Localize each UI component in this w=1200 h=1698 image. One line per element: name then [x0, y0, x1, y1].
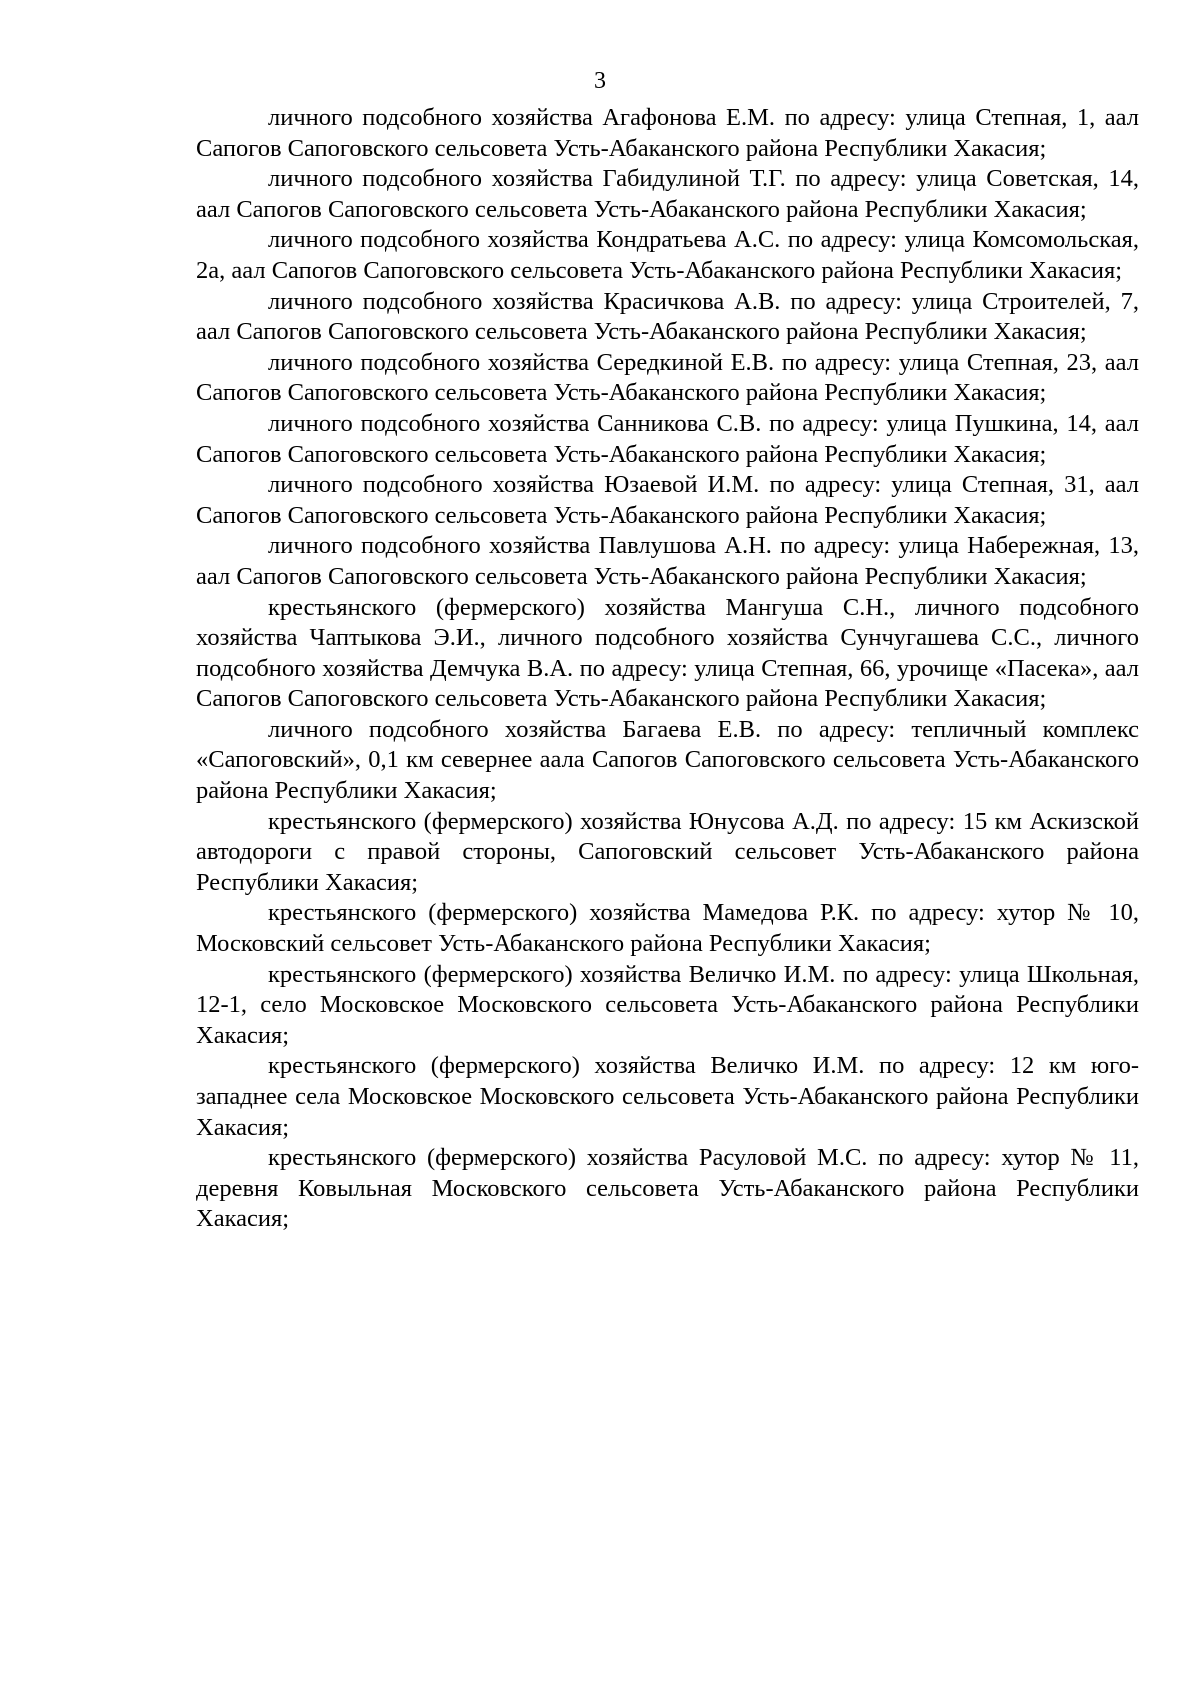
paragraph: крестьянского (фермерского) хозяйства Мамедова Р.К. по адресу: хутор № 10, Московский сельсовет Усть-Абаканского района Республики Хакасия;	[196, 899, 1139, 958]
paragraph: личного подсобного хозяйства Санникова С.В. по адресу: улица Пушкина, 14, аал Сапогов Сапоговского сельсовета Усть-Абаканского района Республики Хакасия;	[196, 409, 1139, 468]
paragraph: личного подсобного хозяйства Середкиной Е.В. по адресу: улица Степная, 23, аал Сапогов Сапоговского сельсовета Усть-Абаканского района Республики Хакасия;	[196, 348, 1139, 407]
paragraph: личного подсобного хозяйства Юзаевой И.М. по адресу: улица Степная, 31, аал Сапогов Сапоговского сельсовета Усть-Абаканского района Республики Хакасия;	[196, 471, 1139, 529]
paragraph: крестьянского (фермерского) хозяйства Величко И.М. по адресу: улица Школьная, 12-1, село Московское Московского сельсовета Усть-Абаканского района Республики Хакасия;	[196, 960, 1139, 1049]
paragraph: крестьянского (фермерского) хозяйства Мангуша С.Н., личного подсобного хозяйства Чаптыкова Э.И., личного подсобного хозяйства Сунчугашева С.С., личного подсобного хозяйства Демчука В.А. по адресу: улица Степная, 66, урочище «Пасека», аал Сапогов Сапоговского сельсовета Усть-Абаканского района Республики Хакасия;	[196, 593, 1139, 713]
paragraph: личного подсобного хозяйства Павлушова А.Н. по адресу: улица Набережная, 13, аал Сапогов Сапоговского сельсовета Усть-Абаканского района Республики Хакасия;	[196, 532, 1139, 590]
page-number: 3	[594, 68, 606, 94]
paragraph: личного подсобного хозяйства Красичкова А.В. по адресу: улица Строителей, 7, аал Сапогов Сапоговского сельсовета Усть-Абаканского района Республики Хакасия;	[196, 287, 1139, 346]
paragraph: крестьянского (фермерского) хозяйства Расуловой М.С. по адресу: хутор № 11, деревня Ковыльная Московского сельсовета Усть-Абаканского района Республики Хакасия;	[196, 1144, 1139, 1233]
paragraph: личного подсобного хозяйства Багаева Е.В. по адресу: тепличный комплекс «Сапоговский», 0,1 км севернее аала Сапогов Сапоговского сельсовета Усть-Абаканского района Республики Хакасия;	[196, 715, 1139, 805]
paragraph: крестьянского (фермерского) хозяйства Величко И.М. по адресу: 12 км юго-западнее села Московское Московского сельсовета Усть-Абаканского района Республики Хакасия;	[196, 1052, 1139, 1141]
paragraph: крестьянского (фермерского) хозяйства Юнусова А.Д. по адресу: 15 км Аскизской автодороги с правой стороны, Сапоговский сельсовет Усть-Абаканского района Республики Хакасия;	[196, 807, 1139, 896]
paragraph: личного подсобного хозяйства Агафонова Е.М. по адресу: улица Степная, 1, аал Сапогов Сапоговского сельсовета Усть-Абаканского района Республики Хакасия;	[196, 104, 1139, 162]
paragraph: личного подсобного хозяйства Габидулиной Т.Г. по адресу: улица Советская, 14, аал Сапогов Сапоговского сельсовета Усть-Абаканского района Республики Хакасия;	[196, 165, 1139, 223]
paragraph: личного подсобного хозяйства Кондратьева А.С. по адресу: улица Комсомольская, 2а, аал Сапогов Сапоговского сельсовета Усть-Абаканского района Республики Хакасия;	[196, 226, 1139, 284]
document-body	[196, 103, 1139, 1235]
